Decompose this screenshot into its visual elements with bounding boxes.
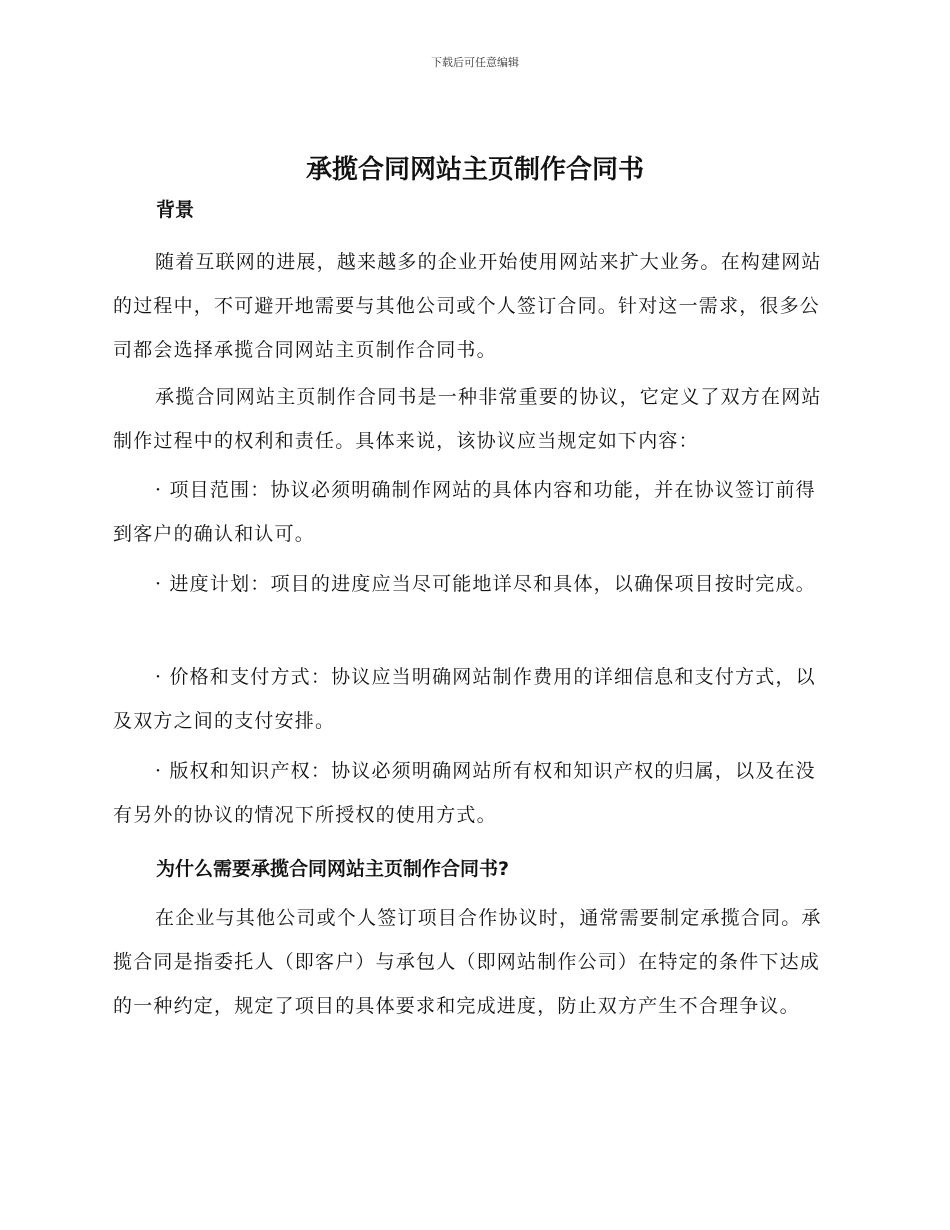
paragraph-why: 在企业与其他公司或个人签订项目合作协议时，通常需要制定承揽合同。承揽合同是指委托人（即客户）与承包人（即网站制作公司）在特定的条件下达成的一种约定，规定了项目的具体要求和完成进度，防止双方产生不合理争议。 <box>113 907 822 1017</box>
section-heading-background: 背景 <box>156 199 195 221</box>
list-item-project-scope: · 项目范围：协议必须明确制作网站的具体内容和功能，并在协议签订前得到客户的确认和认可。 <box>113 479 816 545</box>
paragraph-definition: 承揽合同网站主页制作合同书是一种非常重要的协议，它定义了双方在网站制作过程中的权利和责任。具体来说，该协议应当规定如下内容： <box>113 386 822 452</box>
list-item-copyright: · 版权和知识产权：协议必须明确网站所有权和知识产权的归属，以及在没有另外的协议的情况下所授权的使用方式。 <box>113 760 816 826</box>
document-title: 承揽合同网站主页制作合同书 <box>305 155 644 185</box>
paragraph-intro: 随着互联网的进展，越来越多的企业开始使用网站来扩大业务。在构建网站的过程中，不可避开地需要与其他公司或个人签订合同。针对这一需求，很多公司都会选择承揽合同网站主页制作合同书。 <box>113 251 822 361</box>
list-item-price-payment: · 价格和支付方式：协议应当明确网站制作费用的详细信息和支付方式，以及双方之间的支付安排。 <box>113 666 816 732</box>
list-item-schedule: · 进度计划：项目的进度应当尽可能地详尽和具体，以确保项目按时完成。 <box>155 573 816 595</box>
section-heading-why: 为什么需要承揽合同网站主页制作合同书? <box>156 858 510 880</box>
page-header-note: 下载后可任意编辑 <box>431 56 519 69</box>
